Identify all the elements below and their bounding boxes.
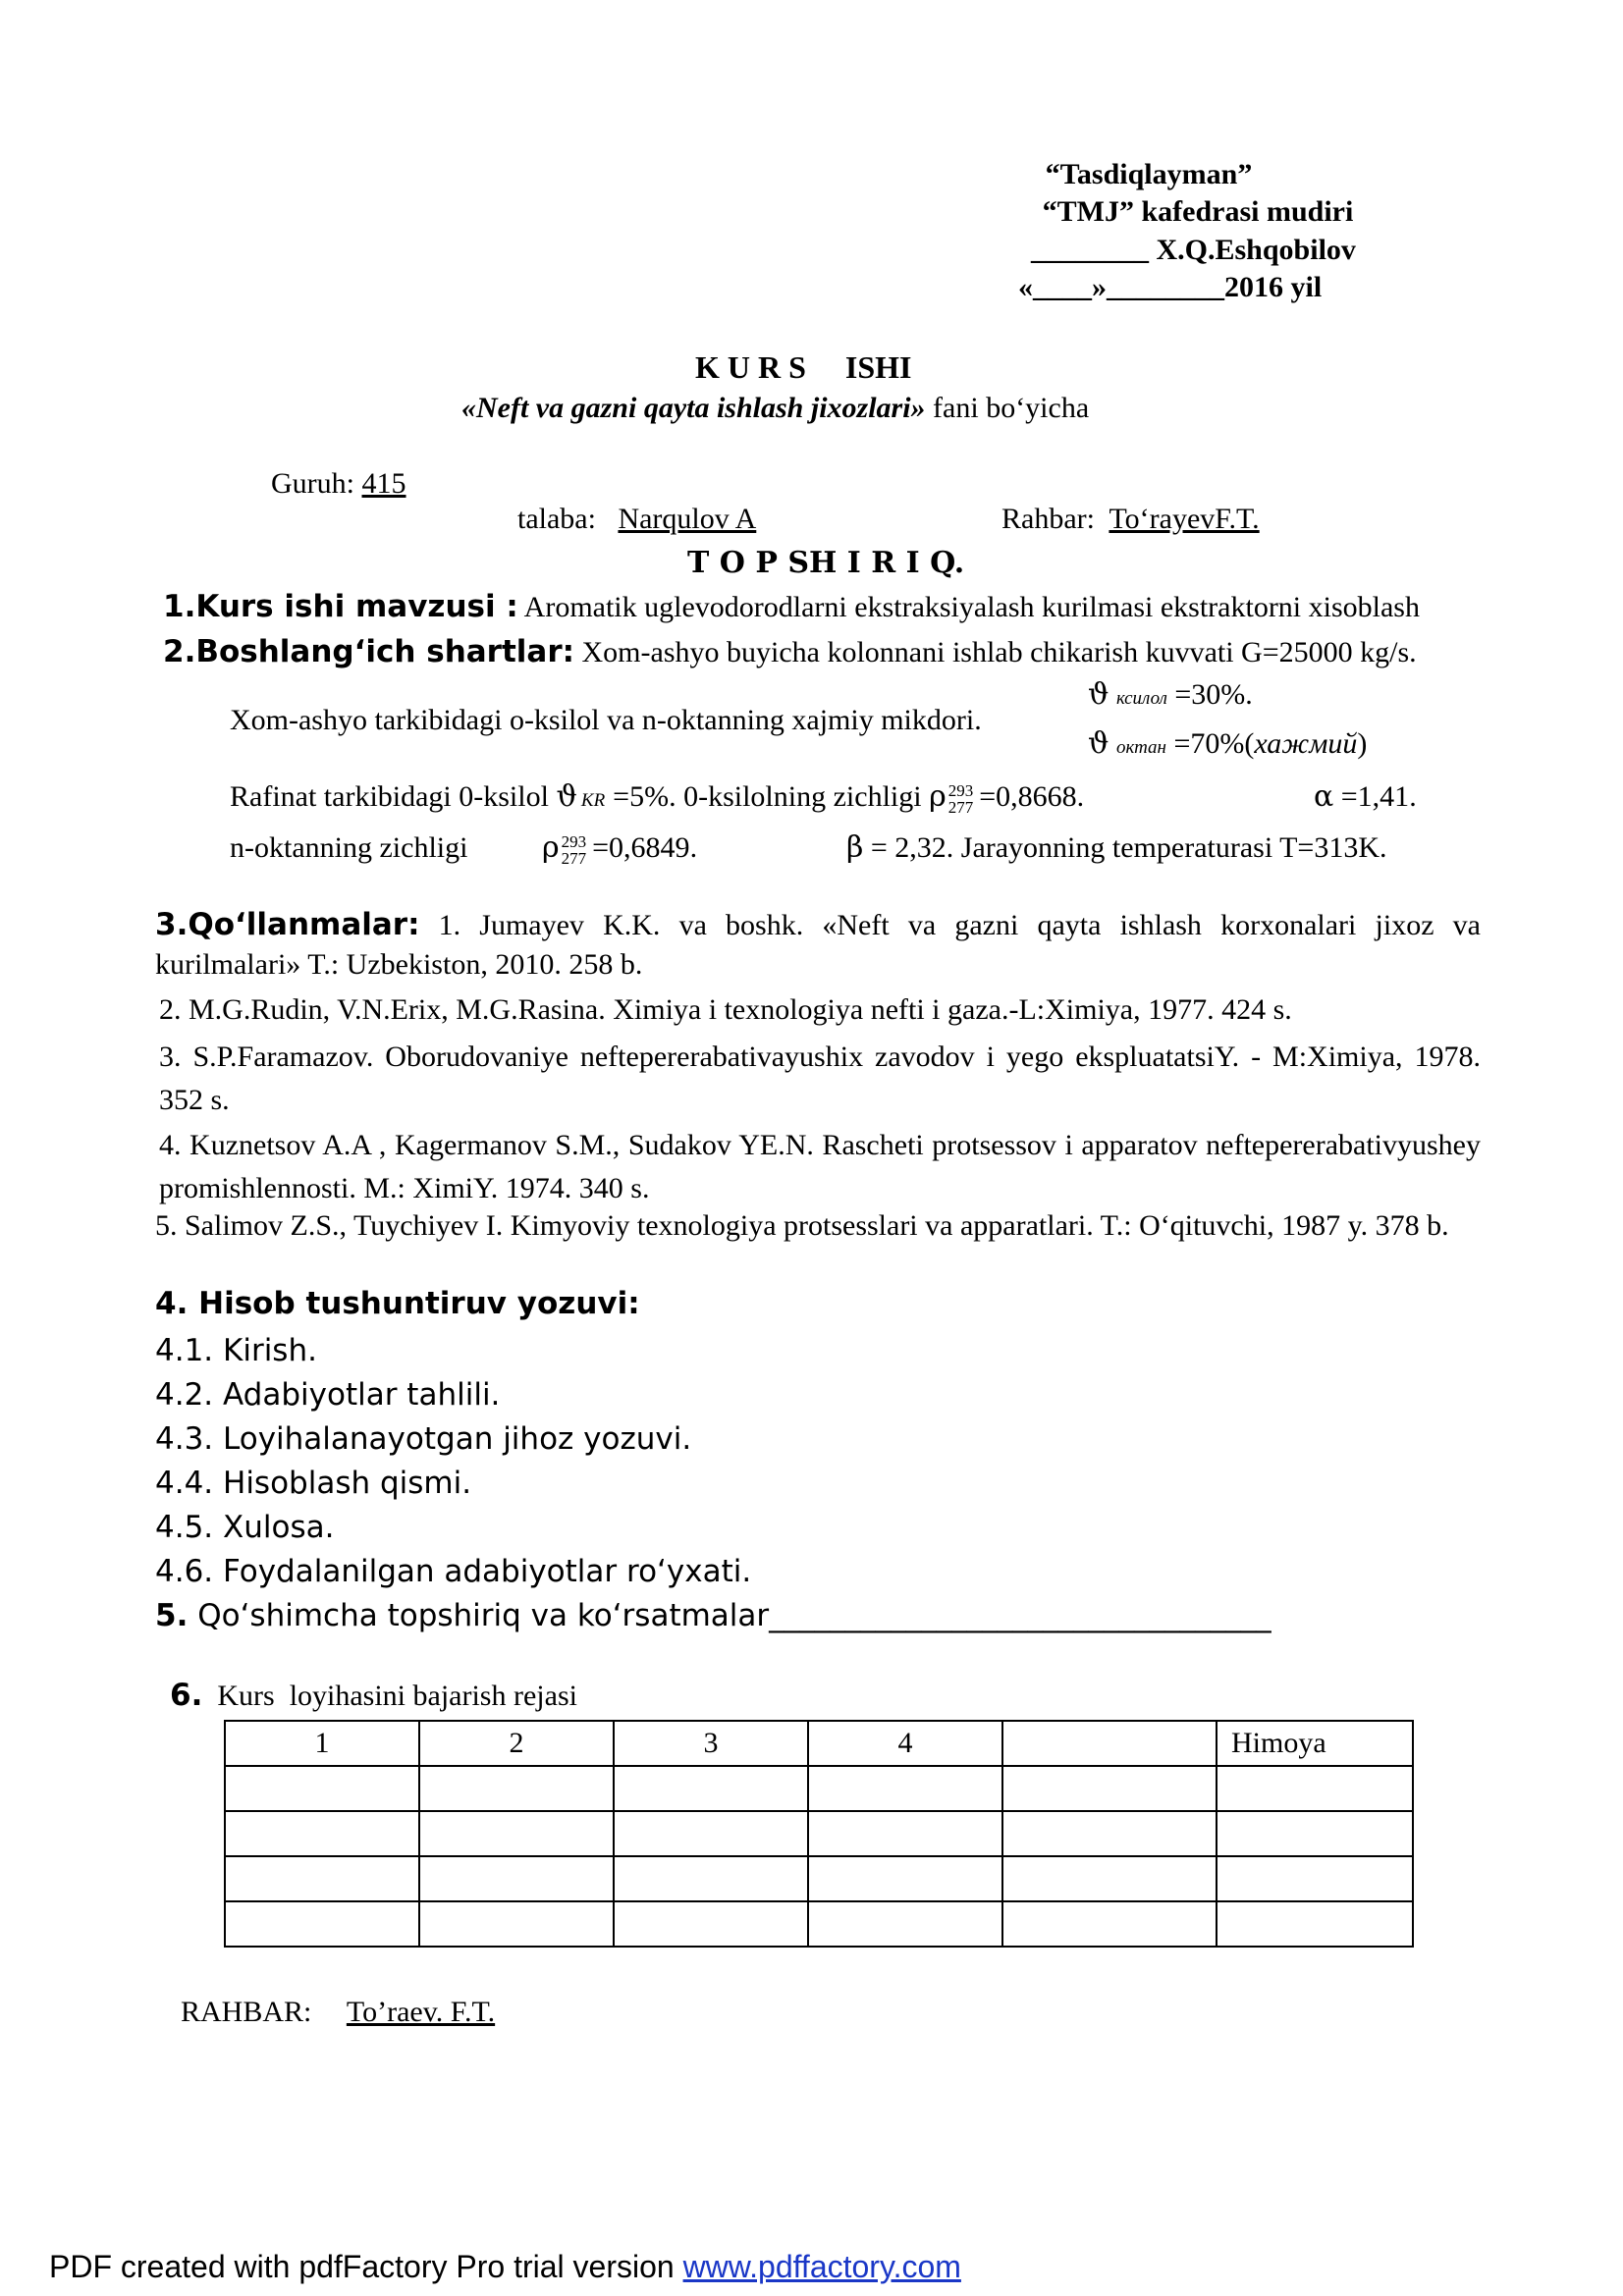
student-label: talaba: [517, 503, 619, 535]
task-title: T O P SH I R I Q. [687, 546, 965, 580]
octane-subscript: октан [1115, 737, 1166, 758]
section-4-label: 4. Hisob tushuntiruv yozuvi: [155, 1286, 640, 1321]
xylene-fraction [1088, 677, 1253, 713]
section-1-text: Aromatik uglevodorodlarni ekstraksiyalash kurilmasi ekstraktorni xisoblash [517, 591, 1420, 623]
octane-density-text: n-oktanning zichligi [230, 831, 468, 864]
section-1-label: 1.Kurs ishi mavzusi : [163, 589, 518, 624]
section-6-text: Kurs loyihasini bajarish rejasi [202, 1680, 577, 1712]
document-title: K U R S ISHI [695, 349, 912, 385]
table-row [225, 1766, 1413, 1811]
reference-1-text: 1. Jumayev K.K. va boshk. «Neft va gazni qayta ishlash korxonalari jixoz va kurilmalari» T.: Uzbekiston, 2010. 258 b. [155, 909, 1481, 981]
student-info [503, 466, 756, 537]
rho-xylene-value: =0,8668 [979, 780, 1077, 813]
table-cell [225, 1901, 419, 1947]
table-cell [1002, 1901, 1217, 1947]
octane-unit: хажмий [1254, 727, 1358, 760]
beta-value: = 2,32 [863, 831, 947, 864]
octane-value: =70%( [1173, 727, 1255, 760]
table-row [225, 1901, 1413, 1947]
period: . [1409, 780, 1417, 813]
table-cell [808, 1856, 1002, 1901]
octane-density-block [542, 830, 697, 867]
table-cell [614, 1856, 808, 1901]
pdf-watermark [49, 2248, 961, 2285]
theta-symbol: ϑ [1088, 677, 1109, 712]
section-6 [155, 1642, 577, 1714]
supervisor-value: To‘rayevF.T. [1109, 503, 1260, 535]
section-6-label: 6. [170, 1678, 203, 1713]
rho-octane-value: =0,6849 [592, 831, 690, 864]
footer-supervisor [181, 1995, 495, 2030]
supervisor-info [987, 466, 1260, 537]
section-5 [155, 1598, 1271, 1634]
watermark-link[interactable]: www.pdffactory.com [682, 2249, 961, 2284]
reference-5: 5. Salimov Z.S., Tuychiyev I. Kimyoviy texnologiya protsesslari va apparatlari. T.: O‘qituvchi, 1987 y. 378 b. [155, 1209, 1449, 1242]
table-cell [1217, 1811, 1413, 1856]
density-text: . 0-ksilolning zichligi [669, 780, 930, 813]
table-header-cell [1002, 1721, 1217, 1766]
beta-temperature-block [846, 830, 1387, 866]
table-cell [1002, 1766, 1217, 1811]
beta-symbol: β [846, 830, 864, 865]
kr-value: =5% [613, 780, 670, 813]
octane-fraction [1088, 726, 1367, 762]
table-cell [225, 1766, 419, 1811]
rho-bottom: 277 [947, 798, 974, 818]
list-item: 4.6. Foydalanilgan adabiyotlar ro‘yxati. [155, 1554, 752, 1589]
reference-2: 2. M.G.Rudin, V.N.Erix, M.G.Rasina. Ximiya i texnologiya nefti i gaza.-L:Ximiya, 1977. 424 s. [159, 993, 1292, 1026]
period: . [689, 831, 698, 864]
rho-symbol: ρ [542, 830, 560, 865]
section-2-label: 2.Boshlang‘ich shartlar: [163, 634, 575, 669]
table-cell [614, 1811, 808, 1856]
period: . [1076, 780, 1085, 813]
rho-temp-fraction [562, 833, 587, 867]
table-cell [1002, 1856, 1217, 1901]
kr-subscript: KR [580, 790, 606, 811]
section-2-text: Xom-ashyo buyicha kolonnani ishlab chikarish kuvvati G=25000 kg/s. [574, 636, 1417, 668]
group-label: Guruh: [271, 467, 362, 500]
list-item: 4.5. Xulosa. [155, 1510, 335, 1545]
section-5-label: 5. [155, 1598, 189, 1633]
table-cell [419, 1811, 614, 1856]
rho-top: 293 [561, 832, 587, 852]
table-row [225, 1811, 1413, 1856]
document-subtitle [461, 391, 1089, 426]
reference-1 [155, 905, 1481, 985]
table-cell [1217, 1766, 1413, 1811]
table-cell [808, 1811, 1002, 1856]
rho-top: 293 [947, 781, 974, 801]
theta-symbol: ϑ [1088, 726, 1109, 761]
alpha-symbol: α [1314, 779, 1334, 814]
table-cell [225, 1856, 419, 1901]
table-header-cell: 1 [225, 1721, 419, 1766]
table-cell [1217, 1856, 1413, 1901]
rho-symbol: ρ [929, 779, 947, 814]
raw-material-text: Xom-ashyo tarkibidagi o-ksilol va n-oktanning xajmiy mikdori. [230, 704, 982, 736]
reference-4: 4. Kuznetsov A.A , Kagermanov S.M., Sudakov YE.N. Rascheti protsessov i apparatov neftepererabativyushey promishlennosti. M.: XimiY. 1974. 340 s. [159, 1129, 1481, 1204]
student-value: Narqulov A [618, 503, 757, 535]
table-cell [614, 1901, 808, 1947]
table-cell [808, 1766, 1002, 1811]
plan-table [224, 1720, 1414, 1948]
list-item: 4.2. Adabiyotlar tahlili. [155, 1377, 501, 1413]
table-header-cell: 2 [419, 1721, 614, 1766]
watermark-text: PDF created with pdfFactory Pro trial version [49, 2249, 683, 2284]
subtitle-suffix: fani bo‘yicha [925, 392, 1090, 424]
approval-line-1: “Tasdiqlayman” [1045, 158, 1253, 190]
raffinate-text: Rafinat tarkibidagi 0-ksilol [230, 780, 557, 813]
reference-3: 3. S.P.Faramazov. Oborudovaniye neftepererabativayushix zavodov i yego ekspluatatsiY. - M:Ximiya, 1978. 352 s. [159, 1041, 1481, 1116]
list-item: 4.4. Hisoblash qismi. [155, 1466, 472, 1501]
table-cell [419, 1766, 614, 1811]
table-cell [225, 1811, 419, 1856]
section-3-label: 3.Qo‘llanmalar: [155, 907, 420, 942]
table-header-cell: 3 [614, 1721, 808, 1766]
footer-supervisor-value: To’raev. F.T. [346, 1996, 496, 2028]
group-value: 415 [361, 467, 406, 500]
table-cell [808, 1901, 1002, 1947]
alpha-value: =1,41 [1340, 780, 1410, 813]
rho-bottom: 277 [561, 849, 587, 869]
approval-line-3: ________ X.Q.Eshqobilov [1031, 234, 1356, 266]
section-1 [163, 589, 1420, 625]
table-header-row [225, 1721, 1413, 1766]
octane-close: ) [1357, 727, 1368, 760]
approval-line-4: «____»________2016 yil [1018, 271, 1323, 303]
temperature-text: . Jarayonning temperaturasi T=313K. [946, 831, 1387, 864]
table-cell [1217, 1901, 1413, 1947]
rho-temp-fraction [948, 782, 974, 816]
raffinate-line [230, 779, 1084, 816]
xylene-value: =30%. [1174, 678, 1253, 711]
table-cell [419, 1901, 614, 1947]
footer-supervisor-label: RAHBAR: [181, 1996, 312, 2028]
theta-symbol: ϑ [556, 779, 577, 814]
table-cell [419, 1856, 614, 1901]
section-2 [163, 634, 1417, 670]
xylene-subscript: ксилол [1115, 688, 1167, 709]
section-5-text: Qo‘shimcha topshiriq va ko‘rsatmalar_________________________________ [188, 1598, 1271, 1633]
table-header-cell: Himoya [1217, 1721, 1413, 1766]
list-item: 4.3. Loyihalanayotgan jihoz yozuvi. [155, 1421, 692, 1457]
list-item: 4.1. Kirish. [155, 1333, 317, 1368]
table-cell [614, 1766, 808, 1811]
course-name: «Neft va gazni qayta ishlash jixozlari» [461, 392, 926, 424]
group-info [271, 466, 406, 502]
table-cell [1002, 1811, 1217, 1856]
alpha-value-block [1314, 779, 1417, 815]
table-row [225, 1856, 1413, 1901]
table-header-cell: 4 [808, 1721, 1002, 1766]
approval-line-2: “TMJ” kafedrasi mudiri [1042, 195, 1354, 228]
supervisor-label: Rahbar: [1001, 503, 1109, 535]
